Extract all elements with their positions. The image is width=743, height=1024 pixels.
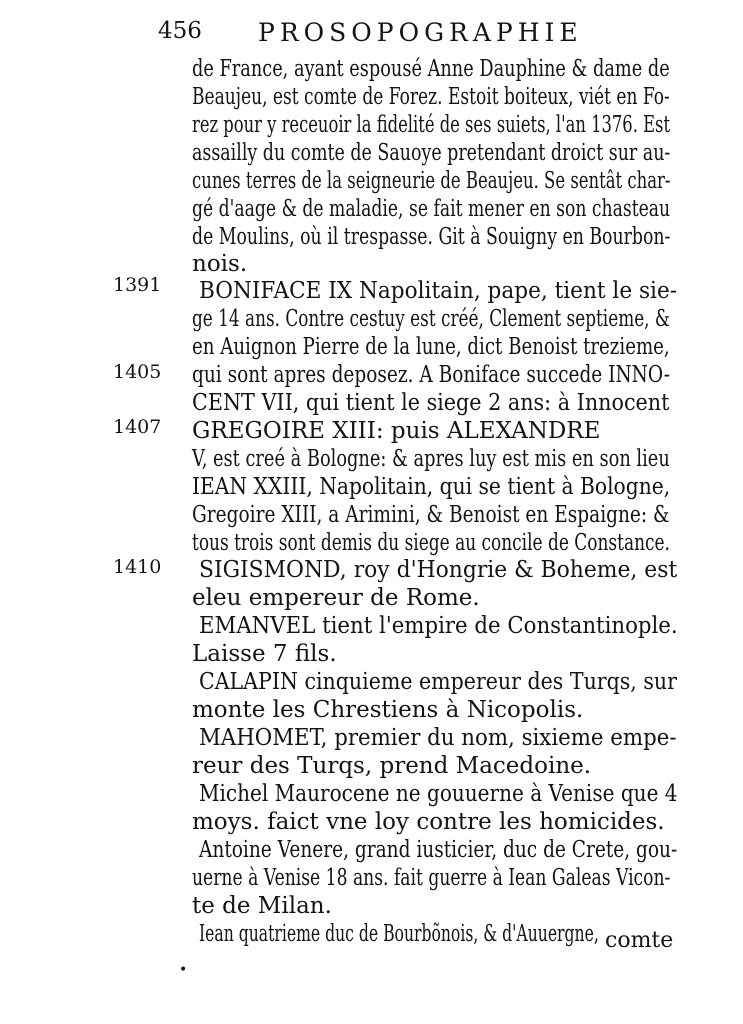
text-line: te de Milan. bbox=[192, 893, 332, 919]
running-title: PROSOPOGRAPHIE bbox=[258, 18, 583, 47]
text-line: de Moulins, où il trespasse. Git à Souigny en Bourbon- bbox=[192, 224, 671, 250]
text-line: V, est creé à Bologne: & apres luy est mis en son lieu bbox=[192, 446, 670, 472]
text-line: reur des Turqs, prend Macedoine. bbox=[192, 753, 592, 779]
catchword: comte bbox=[605, 928, 674, 953]
text-line: nois. bbox=[192, 251, 248, 277]
margin-date: 1407 bbox=[113, 416, 162, 438]
text-line: MAHOMET, premier du nom, sixieme empe- bbox=[199, 725, 677, 751]
text-line: BONIFACE IX Napolitain, pape, tient le sie- bbox=[199, 278, 678, 304]
text-line: rez pour y receuoir la fidelité de ses suiets, l'an 1376. Est bbox=[192, 112, 671, 138]
text-line: Gregoire XIII, a Arimini, & Benoist en Espaigne: & bbox=[192, 502, 670, 528]
text-line: GREGOIRE XIII: puis ALEXANDRE bbox=[192, 418, 601, 444]
signature-mark: • bbox=[179, 962, 188, 978]
text-line: EMANVEL tient l'empire de Constantinople. bbox=[199, 613, 678, 639]
text-line: tous trois sont demis du siege au concile de Constance. bbox=[192, 530, 670, 556]
text-line: CALAPIN cinquieme empereur des Turqs, sur bbox=[199, 669, 677, 695]
text-line: qui sont apres deposez. A Boniface succede INNO- bbox=[192, 362, 670, 388]
margin-date: 1391 bbox=[113, 274, 162, 296]
text-line: SIGISMOND, roy d'Hongrie & Boheme, est bbox=[199, 557, 678, 583]
text-line: Laisse 7 fils. bbox=[192, 641, 337, 667]
text-line: assailly du comte de Sauoye pretendant droict sur au- bbox=[192, 140, 671, 166]
margin-date: 1405 bbox=[113, 361, 162, 383]
text-line: Antoine Venere, grand iusticier, duc de Crete, gou- bbox=[199, 837, 678, 863]
text-line: cunes terres de la seigneurie de Beaujeu. Se sentât char- bbox=[192, 168, 671, 194]
text-line: gé d'aage & de maladie, se fait mener en son chasteau bbox=[192, 196, 671, 222]
text-line: uerne à Venise 18 ans. fait guerre à Iean Galeas Vicon- bbox=[192, 865, 671, 891]
text-line: moys. faict vne loy contre les homicides. bbox=[192, 809, 665, 835]
text-line: IEAN XXIII, Napolitain, qui se tient à Bologne, bbox=[192, 474, 671, 500]
text-line: en Auignon Pierre de la lune, dict Benoist trezieme, bbox=[192, 334, 670, 360]
text-line: Iean quatrieme duc de Bourbõnois, & d'Auuergne, bbox=[199, 921, 599, 947]
page-number: 456 bbox=[158, 18, 202, 44]
text-line: ge 14 ans. Contre cestuy est créé, Clement septieme, & bbox=[192, 306, 670, 332]
text-line: de France, ayant espousé Anne Dauphine & dame de bbox=[192, 56, 670, 82]
text-line: Beaujeu, est comte de Forez. Estoit boiteux, viét en Fo- bbox=[192, 84, 670, 110]
text-line: eleu empereur de Rome. bbox=[192, 585, 480, 611]
text-line: monte les Chrestiens à Nicopolis. bbox=[192, 697, 584, 723]
text-line: Michel Maurocene ne gouuerne à Venise que 4 bbox=[199, 781, 678, 807]
margin-date: 1410 bbox=[113, 556, 162, 578]
text-line: CENT VII, qui tient le siege 2 ans: à Innocent bbox=[192, 390, 670, 416]
